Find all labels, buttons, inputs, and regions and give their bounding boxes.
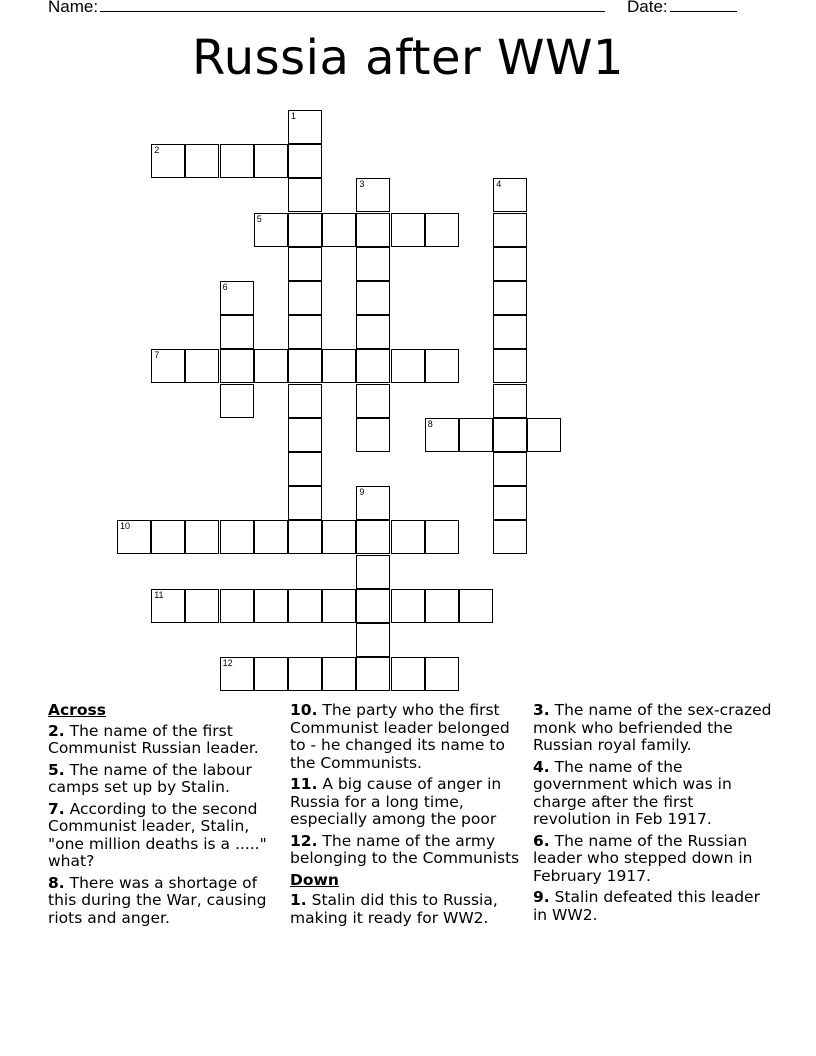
grid-cell[interactable] <box>220 589 254 623</box>
page-title: Russia after WW1 <box>192 30 624 86</box>
clue-number: 1. <box>290 891 307 909</box>
grid-cell[interactable] <box>356 213 390 247</box>
grid-cell[interactable] <box>288 110 322 144</box>
clue-text: The name of the Russian leader who stepped down in February 1917. <box>533 831 753 885</box>
grid-cell[interactable] <box>391 520 425 554</box>
grid-cell[interactable] <box>288 178 322 212</box>
grid-cell[interactable] <box>288 349 322 383</box>
clues-column-1 <box>48 702 278 931</box>
clue-down-1 <box>290 892 528 927</box>
grid-cell[interactable] <box>151 520 185 554</box>
grid-cell[interactable] <box>425 520 459 554</box>
grid-cell[interactable] <box>288 520 322 554</box>
grid-cell[interactable] <box>493 418 527 452</box>
cell-number: 12 <box>222 658 233 669</box>
grid-cell[interactable] <box>356 281 390 315</box>
grid-cell[interactable] <box>493 384 527 418</box>
grid-cell[interactable] <box>356 623 390 657</box>
date-label: Date: <box>627 0 668 16</box>
grid-cell[interactable] <box>493 349 527 383</box>
grid-cell[interactable] <box>356 589 390 623</box>
clue-number: 10. <box>290 701 318 719</box>
clue-down-4 <box>533 759 773 829</box>
clue-number: 5. <box>48 760 65 779</box>
grid-cell[interactable] <box>356 486 390 520</box>
clue-number: 4. <box>533 757 550 776</box>
grid-cell[interactable] <box>220 520 254 554</box>
grid-cell[interactable] <box>288 213 322 247</box>
clue-number: 8. <box>48 873 65 892</box>
clue-text: The name of the government which was in charge after the first revolution in Feb 1917. <box>533 757 732 828</box>
grid-cell[interactable] <box>527 418 561 452</box>
grid-cell[interactable] <box>322 589 356 623</box>
cell-number: 8 <box>427 418 433 429</box>
grid-cell[interactable] <box>151 589 185 623</box>
clue-number: 9. <box>533 888 550 906</box>
clue-across-7 <box>48 801 278 871</box>
grid-cell[interactable] <box>151 144 185 178</box>
grid-cell[interactable] <box>356 418 390 452</box>
grid-cell[interactable] <box>288 452 322 486</box>
grid-cell[interactable] <box>288 589 322 623</box>
clue-across-12 <box>290 833 528 868</box>
grid-cell[interactable] <box>391 213 425 247</box>
clue-number: 6. <box>533 831 550 850</box>
clue-text: The name of the sex-crazed monk who befriended the Russian royal family. <box>533 701 772 754</box>
clue-down-3 <box>533 702 773 755</box>
grid-cell[interactable] <box>356 247 390 281</box>
grid-cell[interactable] <box>391 349 425 383</box>
grid-cell[interactable] <box>288 281 322 315</box>
across-heading: Across <box>48 701 106 719</box>
cell-number: 7 <box>154 350 160 361</box>
grid-cell[interactable] <box>254 144 288 178</box>
grid-cell[interactable] <box>220 349 254 383</box>
clue-across-5 <box>48 762 278 797</box>
grid-cell[interactable] <box>322 657 356 691</box>
cell-number: 5 <box>256 213 262 224</box>
clues-column-3 <box>533 702 773 928</box>
clue-text: Stalin defeated this leader in WW2. <box>533 888 760 924</box>
cell-number: 10 <box>120 521 131 532</box>
grid-cell[interactable] <box>288 384 322 418</box>
grid-cell[interactable] <box>254 520 288 554</box>
grid-cell[interactable] <box>356 349 390 383</box>
clue-text: Stalin did this to Russia, making it ready for WW2. <box>290 891 498 927</box>
grid-cell[interactable] <box>493 247 527 281</box>
grid-cell[interactable] <box>425 589 459 623</box>
grid-cell[interactable] <box>356 384 390 418</box>
clue-down-6 <box>533 833 773 886</box>
grid-cell[interactable] <box>185 520 219 554</box>
grid-cell[interactable] <box>356 555 390 589</box>
clue-text: There was a shortage of this during the War, causing riots and anger. <box>48 873 267 927</box>
grid-cell[interactable] <box>425 657 459 691</box>
grid-cell[interactable] <box>493 315 527 349</box>
clue-across-2 <box>48 723 278 758</box>
cell-number: 6 <box>222 282 228 292</box>
clue-number: 2. <box>48 721 65 740</box>
grid-cell[interactable] <box>493 281 527 315</box>
grid-cell[interactable] <box>493 520 527 554</box>
clues-column-2 <box>290 702 528 931</box>
grid-cell[interactable] <box>254 589 288 623</box>
clue-number: 12. <box>290 831 318 850</box>
cell-number: 1 <box>291 111 297 121</box>
grid-cell[interactable] <box>288 315 322 349</box>
clue-number: 11. <box>290 775 318 793</box>
clue-text: The name of the army belonging to the Communists <box>290 831 520 867</box>
grid-cell[interactable] <box>493 213 527 247</box>
cell-number: 9 <box>359 487 365 498</box>
cell-number: 4 <box>496 179 502 190</box>
grid-cell[interactable] <box>220 144 254 178</box>
grid-cell[interactable] <box>185 144 219 178</box>
clue-number: 3. <box>533 701 550 719</box>
grid-cell[interactable] <box>356 657 390 691</box>
grid-cell[interactable] <box>425 349 459 383</box>
grid-cell[interactable] <box>288 418 322 452</box>
grid-cell[interactable] <box>356 315 390 349</box>
grid-cell[interactable] <box>288 486 322 520</box>
grid-cell[interactable] <box>288 247 322 281</box>
grid-cell[interactable] <box>185 589 219 623</box>
grid-cell[interactable] <box>254 657 288 691</box>
grid-cell[interactable] <box>493 178 527 212</box>
grid-cell[interactable] <box>459 418 493 452</box>
clue-number: 7. <box>48 799 65 818</box>
cell-number: 2 <box>154 145 160 156</box>
grid-cell[interactable] <box>356 178 390 212</box>
grid-cell[interactable] <box>220 384 254 418</box>
grid-cell[interactable] <box>220 281 254 315</box>
clue-across-10 <box>290 702 528 772</box>
grid-cell[interactable] <box>288 657 322 691</box>
grid-cell[interactable] <box>493 486 527 520</box>
grid-cell[interactable] <box>356 520 390 554</box>
grid-cell[interactable] <box>391 589 425 623</box>
grid-cell[interactable] <box>425 213 459 247</box>
grid-cell[interactable] <box>254 213 288 247</box>
grid-cell[interactable] <box>288 144 322 178</box>
clue-text: The party who the first Communist leader belonged to - he changed its name to the Communists. <box>290 701 510 772</box>
grid-cell[interactable] <box>493 452 527 486</box>
grid-cell[interactable] <box>391 657 425 691</box>
grid-cell[interactable] <box>220 315 254 349</box>
down-heading: Down <box>290 870 339 889</box>
clue-text: A big cause of anger in Russia for a long time, especially among the poor <box>290 775 502 828</box>
clue-text: According to the second Communist leader, Stalin, "one million deaths is a ....." what? <box>48 799 267 870</box>
name-label: Name: <box>48 0 99 16</box>
cell-number: 11 <box>154 589 164 600</box>
grid-cell[interactable] <box>322 213 356 247</box>
grid-cell[interactable] <box>459 589 493 623</box>
clue-down-9 <box>533 889 773 924</box>
grid-cell[interactable] <box>425 418 459 452</box>
grid-cell[interactable] <box>322 349 356 383</box>
cell-number: 3 <box>359 179 365 190</box>
grid-cell[interactable] <box>254 349 288 383</box>
clue-across-8 <box>48 875 278 928</box>
grid-cell[interactable] <box>185 349 219 383</box>
clue-across-11 <box>290 776 528 829</box>
clue-text: The name of the first Communist Russian leader. <box>48 721 259 757</box>
grid-cell[interactable] <box>220 657 254 691</box>
grid-cell[interactable] <box>322 520 356 554</box>
grid-cell[interactable] <box>117 520 151 554</box>
grid-cell[interactable] <box>151 349 185 383</box>
clue-text: The name of the labour camps set up by Stalin. <box>48 760 252 796</box>
